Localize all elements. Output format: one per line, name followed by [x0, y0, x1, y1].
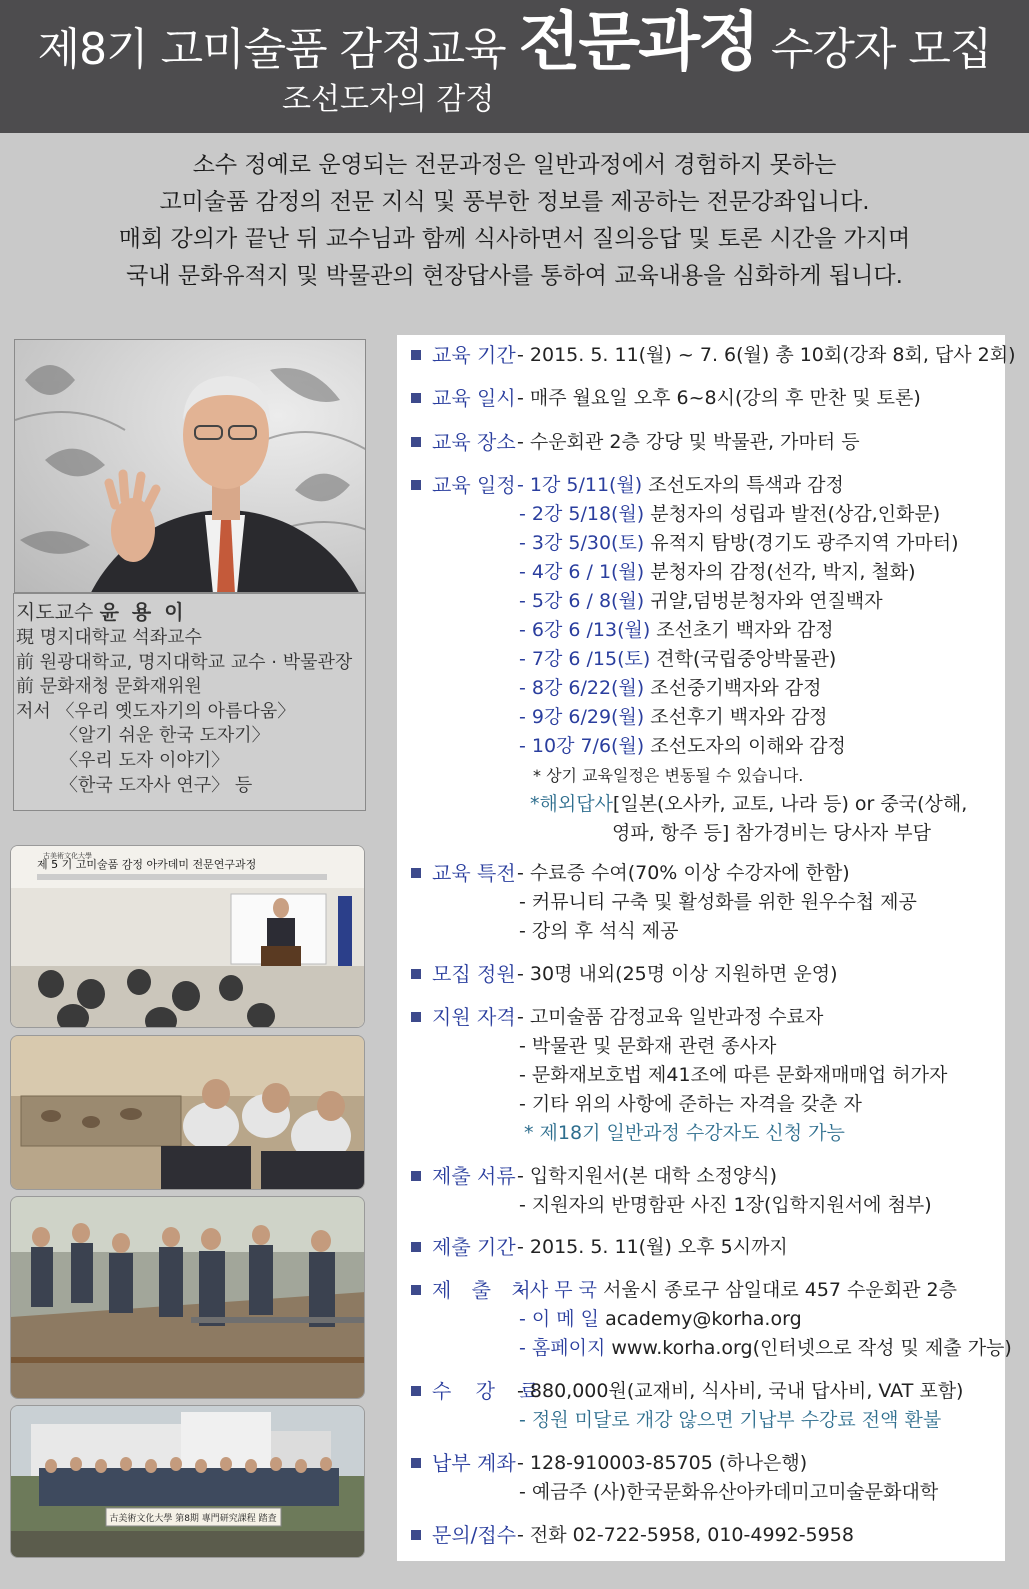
bio-line: 現 명지대학교 석좌교수 — [16, 627, 202, 648]
bullet-icon — [411, 1012, 421, 1022]
time-label: 교육 일시 — [432, 386, 516, 410]
bullet-icon — [411, 437, 421, 447]
benefit-line: - 커뮤니티 구축 및 활성화를 위한 원우수첩 제공 — [519, 891, 917, 913]
section-inquiry — [397, 1521, 1005, 1550]
title-emphasis: 전문과정 — [518, 6, 758, 80]
bullet-icon — [411, 1285, 421, 1295]
time-value: - 매주 월요일 오후 6~8시(강의 후 만찬 및 토론) — [517, 387, 921, 409]
schedule-note: * 상기 교육일정은 변동될 수 있습니다. — [533, 766, 804, 785]
section-schedule — [397, 471, 1005, 848]
account-holder: - 예금주 (사)한국문화유산아카데미고미술문화대학 — [519, 1481, 939, 1503]
capacity-value: - 30명 내외(25명 이상 지원하면 운영) — [517, 963, 838, 985]
overseas-label: *해외답사 — [530, 793, 613, 815]
professor-role: 지도교수 — [16, 600, 94, 624]
section-place — [397, 428, 1005, 457]
section-benefits — [397, 859, 1005, 946]
lecture-topic: 견학(국립중앙박물관) — [650, 648, 837, 670]
eligibility-label: 지원 자격 — [432, 1005, 516, 1029]
section-fee — [397, 1377, 1005, 1435]
refund-note: - 정원 미달로 개강 않으면 기납부 수강료 전액 환불 — [519, 1409, 942, 1431]
bullet-icon — [411, 1242, 421, 1252]
place-label: 교육 장소 — [432, 430, 516, 454]
bio-line: 〈우리 도자 이야기〉 — [60, 749, 230, 771]
bullet-icon — [411, 1171, 421, 1181]
page-title — [0, 6, 1029, 87]
period-value: - 2015. 5. 11(월) ~ 7. 6(월) 총 10회(강좌 8회, 답사 2회) — [517, 344, 1016, 366]
bio-line: 〈알기 쉬운 한국 도자기〉 — [60, 725, 270, 747]
bio-line: 〈한국 도자사 연구〉 등 — [60, 774, 253, 796]
lecture-topic: 분청자의 성립과 발전(상감,인화문) — [644, 503, 941, 525]
lecture-number: - 9강 6/29(월) — [519, 706, 645, 728]
bullet-icon — [411, 1458, 421, 1468]
intro-line: 매회 강의가 끝난 뒤 교수님과 함께 식사하면서 질의응답 및 토론 시간을 가지며 — [118, 226, 911, 252]
lecture-photo — [10, 845, 365, 1028]
intro-paragraph — [0, 147, 1029, 295]
section-deadline — [397, 1233, 1005, 1262]
title-prefix: 제8기 고미술품 감정교육 — [37, 24, 519, 75]
submit-label: 제 출 처 — [432, 1278, 538, 1302]
section-capacity — [397, 960, 1005, 989]
bio-line: 저서 〈우리 옛도자기의 아름다움〉 — [16, 700, 296, 722]
website-address: www.korha.org(인터넷으로 작성 및 제출 가능) — [605, 1337, 1012, 1359]
place-value: - 수운회관 2층 강당 및 박물관, 가마터 등 — [517, 431, 860, 453]
section-documents — [397, 1162, 1005, 1220]
bullet-icon — [411, 1530, 421, 1540]
account-label: 납부 계좌 — [432, 1451, 516, 1475]
intro-line: 국내 문화유적지 및 박물관의 현장답사를 통하여 교육내용을 심화하게 됩니다. — [126, 263, 903, 289]
lecture-number: - 4강 6 / 1(월) — [519, 561, 645, 583]
bullet-icon — [411, 480, 421, 490]
bullet-icon — [411, 1386, 421, 1396]
inquiry-label: 문의/접수 — [432, 1523, 517, 1547]
schedule-label: 교육 일정 — [432, 473, 516, 497]
eligibility-line: - 문화재보호법 제41조에 따른 문화재매매업 허가자 — [519, 1064, 948, 1086]
professor-title — [16, 598, 363, 626]
website-label: - 홈페이지 — [519, 1337, 606, 1359]
deadline-value: - 2015. 5. 11(월) 오후 5시까지 — [517, 1236, 788, 1258]
professor-photo — [14, 339, 366, 593]
info-panel — [397, 335, 1016, 1561]
header-banner — [0, 0, 1029, 133]
title-suffix: 수강자 모집 — [757, 24, 992, 75]
document-line: - 지원자의 반명함판 사진 1장(입학지원서에 첨부) — [519, 1194, 932, 1216]
office-label: - 사 무 국 — [517, 1279, 598, 1301]
section-submit — [397, 1276, 1012, 1363]
intro-line: 고미술품 감정의 전문 지식 및 풍부한 정보를 제공하는 전문강좌입니다. — [159, 189, 870, 215]
eligibility-note: * 제18기 일반과정 수강자도 신청 가능 — [524, 1122, 845, 1144]
email-address: academy@korha.org — [599, 1308, 802, 1330]
lecture-topic: 분청자의 감정(선각, 박지, 철화) — [644, 561, 916, 583]
section-eligibility — [397, 1003, 1005, 1148]
page-subtitle: 조선도자의 감정 — [282, 82, 495, 117]
lecture-number: - 6강 6 /13(월) — [519, 619, 651, 641]
bio-line: 前 문화재청 문화재위원 — [16, 676, 202, 698]
lecture-topic: 조선초기 백자와 감정 — [650, 619, 834, 641]
capacity-label: 모집 정원 — [432, 962, 516, 986]
bullet-icon — [411, 393, 421, 403]
document-line: - 입학지원서(본 대학 소정양식) — [517, 1165, 778, 1187]
banner-small-text: 古美術文化大學 — [43, 852, 92, 860]
lecture-number: - 8강 6/22(월) — [519, 677, 645, 699]
office-address: 서울시 종로구 삼일대로 457 수운회관 2층 — [597, 1279, 957, 1301]
lecture-number: - 5강 6 / 8(월) — [519, 590, 645, 612]
lecture-number: - 10강 7/6(월) — [519, 735, 645, 757]
fee-value: - 880,000원(교재비, 식사비, 국내 답사비, VAT 포함) — [517, 1380, 964, 1402]
lecture-topic: 조선후기 백자와 감정 — [644, 706, 828, 728]
bullet-icon — [411, 868, 421, 878]
group-photo — [10, 1405, 365, 1558]
account-number: - 128-910003-85705 (하나은행) — [517, 1452, 808, 1474]
lecture-number: - 1강 5/11(월) — [517, 474, 643, 496]
bio-line: 前 원광대학교, 명지대학교 교수 · 박물관장 — [16, 651, 353, 673]
deadline-label: 제출 기간 — [432, 1235, 516, 1259]
section-time — [397, 384, 1005, 413]
lecture-topic: 귀얄,덤벙분청자와 연질백자 — [644, 590, 883, 612]
lecture-topic: 조선중기백자와 감정 — [644, 677, 822, 699]
lecture-number: - 2강 5/18(월) — [519, 503, 645, 525]
bullet-icon — [411, 969, 421, 979]
eligibility-line: - 박물관 및 문화재 관련 종사자 — [519, 1035, 777, 1057]
lecture-number: - 3강 5/30(토) — [519, 532, 645, 554]
fee-label: 수 강 료 — [432, 1379, 548, 1403]
intro-line: 소수 정예로 운영되는 전문과정은 일반과정에서 경험하지 못하는 — [192, 152, 837, 178]
benefit-line: - 강의 후 석식 제공 — [519, 920, 679, 942]
email-label: - 이 메 일 — [519, 1308, 600, 1330]
professor-bio — [13, 593, 366, 811]
banner-title-text: 제 5 기 고미술품 감정 아카데미 전문연구과정 — [37, 858, 257, 871]
eligibility-line: - 고미술품 감정교육 일반과정 수료자 — [517, 1006, 824, 1028]
bullet-icon — [411, 350, 421, 360]
benefit-line: - 수료증 수여(70% 이상 수강자에 한함) — [517, 862, 850, 884]
group-banner-text: 古美術文化大學 第8期 專門研究課程 踏査 — [109, 1514, 277, 1524]
site-visit-photo — [10, 1196, 365, 1399]
overseas-detail: 영파, 항주 등] 참가경비는 당사자 부담 — [612, 822, 931, 844]
inquiry-phone: - 전화 02-722-5958, 010-4992-5958 — [517, 1524, 854, 1546]
benefits-label: 교육 특전 — [432, 861, 516, 885]
museum-visit-photo — [10, 1035, 365, 1190]
eligibility-line: - 기타 위의 사항에 준하는 자격을 갖춘 자 — [519, 1093, 862, 1115]
professor-name: 윤 용 이 — [99, 600, 187, 624]
documents-label: 제출 서류 — [432, 1164, 516, 1188]
lecture-topic: 유적지 탐방(경기도 광주지역 가마터) — [644, 532, 959, 554]
section-account — [397, 1449, 1005, 1507]
period-label: 교육 기간 — [432, 343, 516, 367]
section-period — [397, 341, 1016, 370]
lecture-topic: 조선도자의 특색과 감정 — [642, 474, 844, 496]
lecture-topic: 조선도자의 이해와 감정 — [644, 735, 846, 757]
overseas-detail: [일본(오사카, 교토, 나라 등) or 중국(상해, — [612, 793, 968, 815]
lecture-number: - 7강 6 /15(토) — [519, 648, 651, 670]
